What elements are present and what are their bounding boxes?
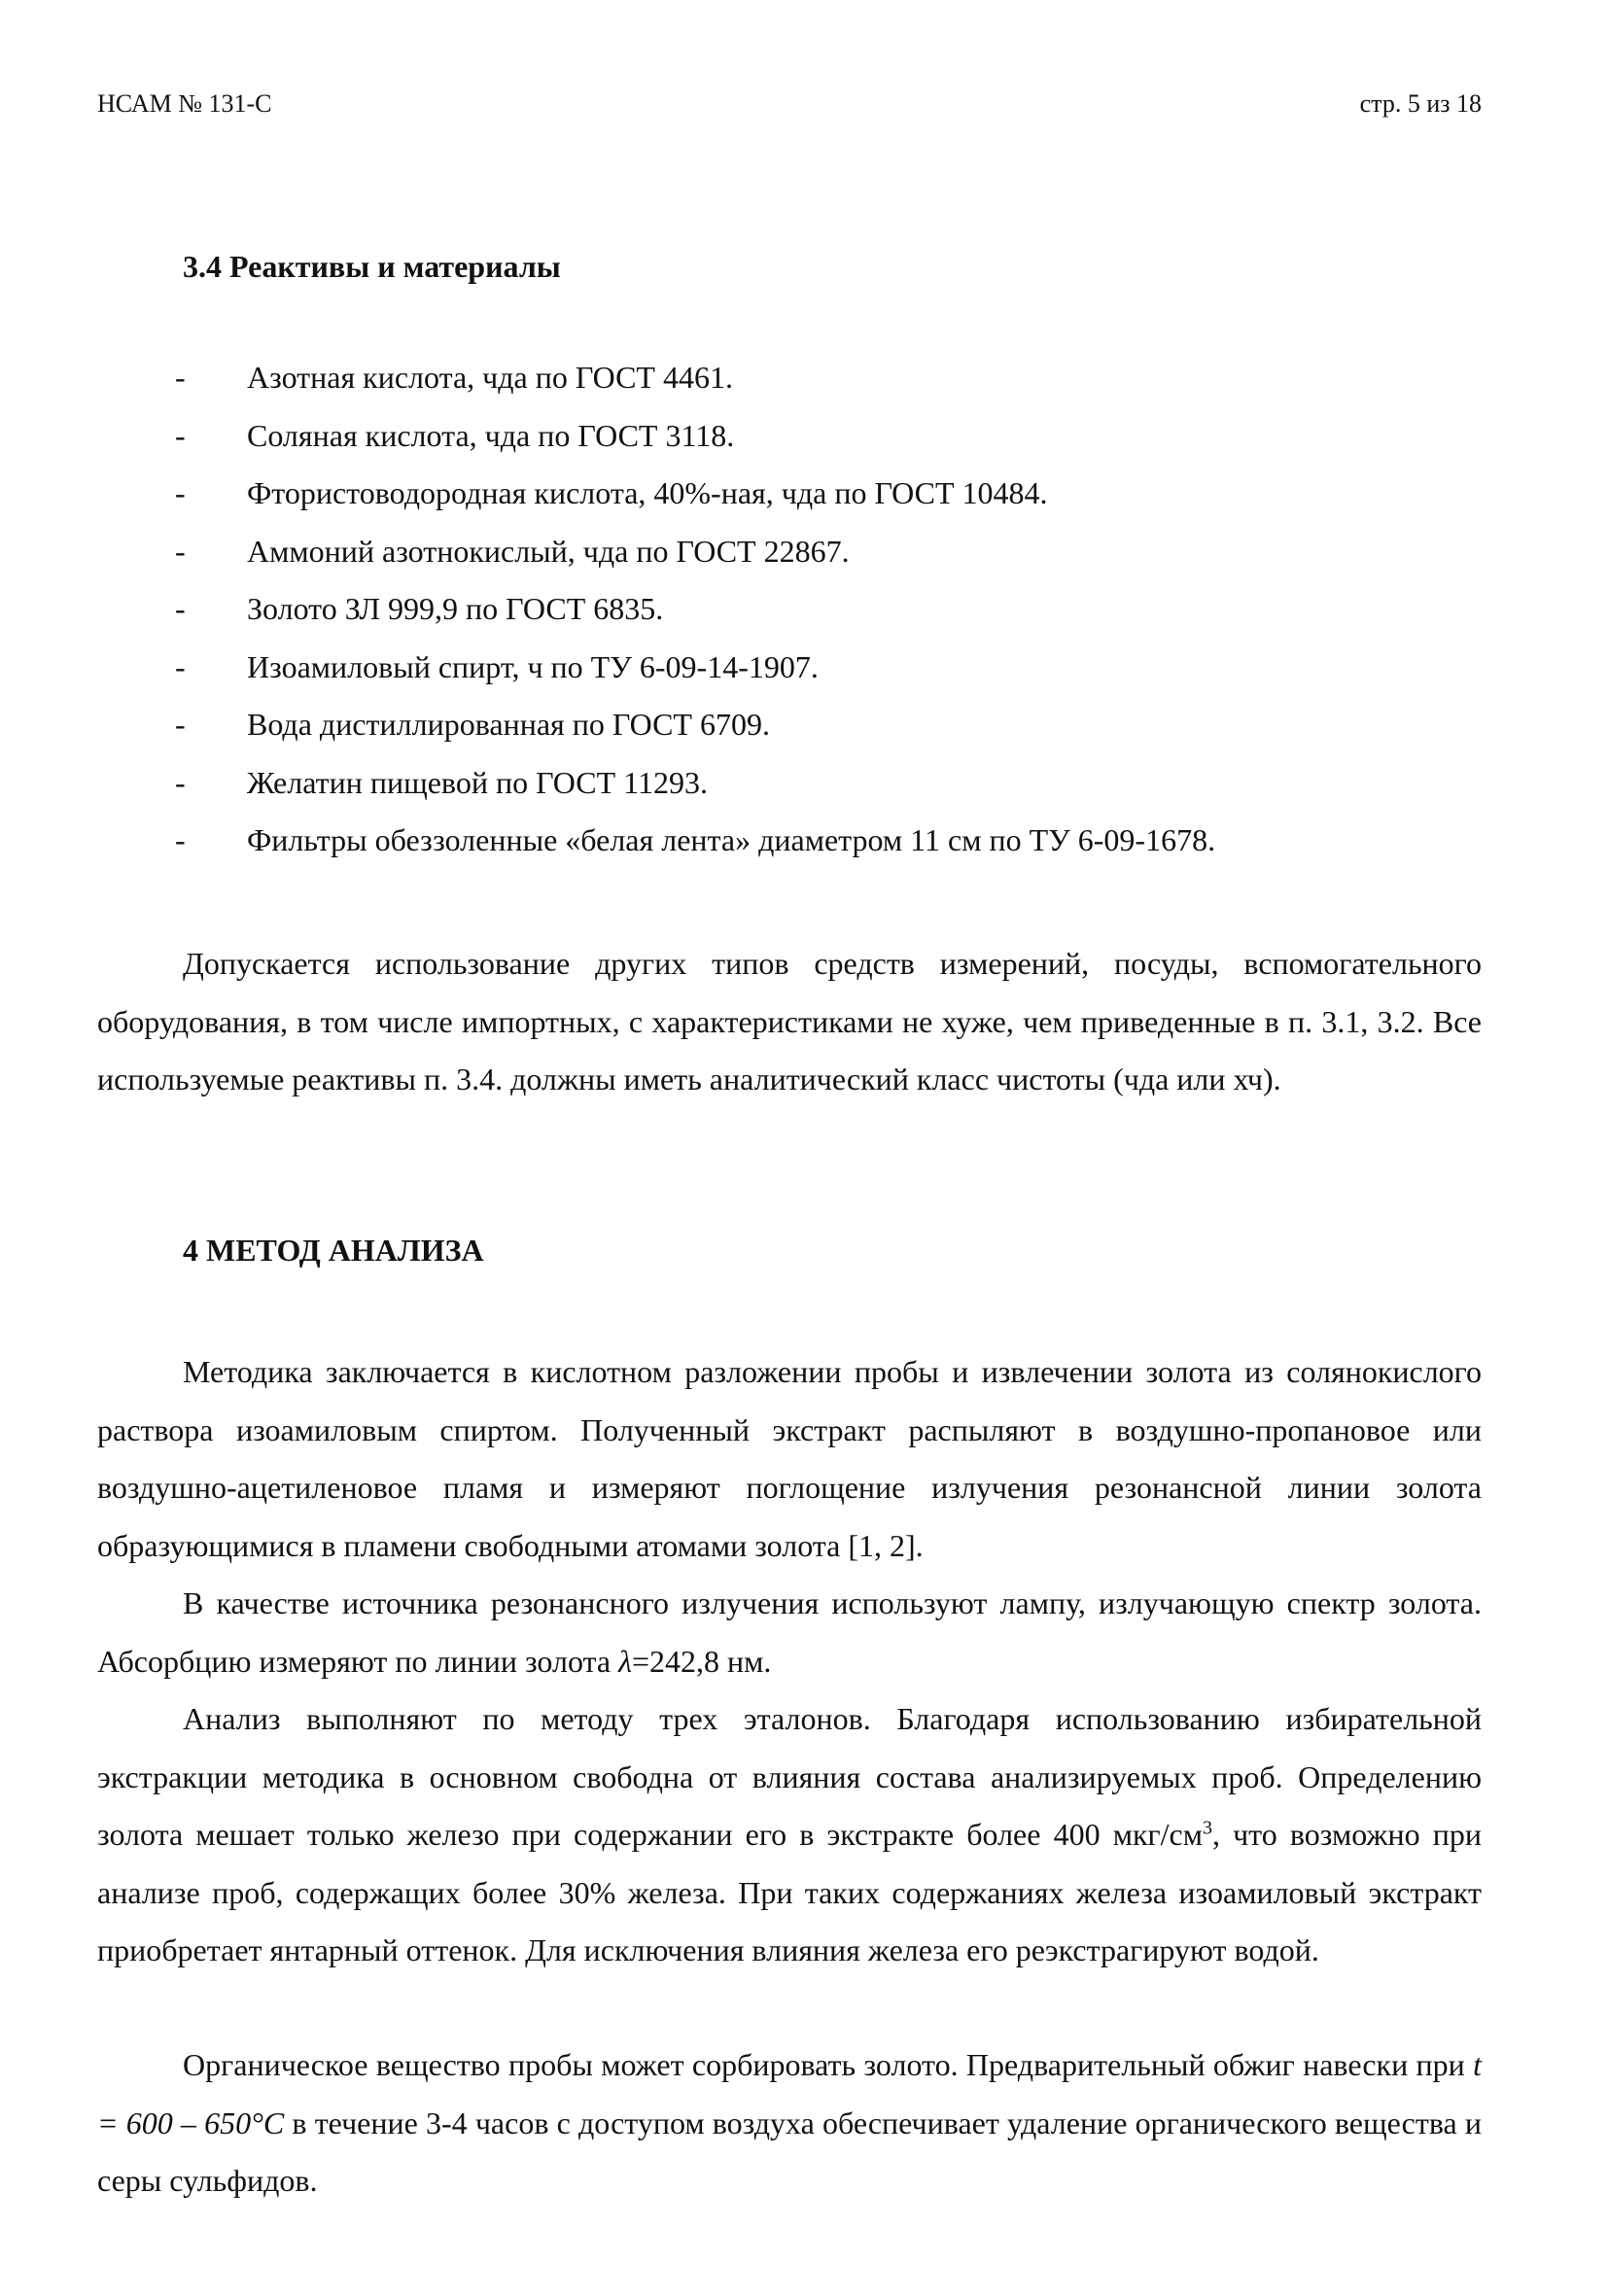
paragraph-text: В качестве источника резонансного излучения используют лампу, излучающую спектр золота. Абсорбцию измеряют по линии золота xyxy=(97,1585,1482,1679)
method-paragraph-1: Методика заключается в кислотном разложении пробы и извлечении золота из солянокислого раствора изоамиловым спиртом. Полученный экстракт распыляют в воздушно-пропановое или воздушно-ацетиленовое пламя и измеряют поглощение излучения резонансной линии золота образующимися в пламени свободными атомами золота [1, 2]. xyxy=(97,1354,1482,1563)
list-item-text: Азотная кислота, чда по ГОСТ 4461. xyxy=(247,360,733,395)
paragraph-text: =242,8 нм. xyxy=(631,1643,772,1679)
list-item-text: Аммоний азотнокислый, чда по ГОСТ 22867. xyxy=(247,533,850,569)
list-item xyxy=(175,763,1517,821)
list-item xyxy=(175,473,1517,532)
list-item-text: Вода дистиллированная по ГОСТ 6709. xyxy=(247,707,770,742)
list-item xyxy=(175,589,1517,647)
temperature-formula: t = 600 – 650°C xyxy=(97,2047,1482,2140)
document-id: НСАМ № 131-С xyxy=(97,89,272,118)
list-item xyxy=(175,647,1517,706)
list-bullet: - xyxy=(175,591,186,626)
list-item xyxy=(175,705,1517,763)
paragraph-text: Анализ выполняют по методу трех эталонов. Благодаря использованию избирательной экстракции методика в основном свободна от влияния состава анализируемых проб. Определению золота мешает только железо при содержании его в экстракте более 400 мкг/см xyxy=(97,1701,1482,1852)
paragraph-text: , что возможно при анализе проб, содержащих более 30% железа. При таких содержаниях железа изоамиловый экстракт приобретает янтарный оттенок. Для исключения влияния железа его реэкстрагируют водой. xyxy=(97,1817,1483,1967)
list-item xyxy=(175,416,1517,474)
paragraph-text: в течение 3-4 часов с доступом воздуха обеспечивает удаление органического вещества и серы сульфидов. xyxy=(97,2105,1483,2198)
list-bullet: - xyxy=(175,648,186,684)
list-item-text: Фтористоводородная кислота, 40%-ная, чда по ГОСТ 10484. xyxy=(247,475,1048,510)
list-bullet: - xyxy=(175,707,186,742)
superscript: 3 xyxy=(1202,1817,1212,1839)
list-item xyxy=(175,820,1517,879)
section-4-heading: 4 МЕТОД АНАЛИЗА xyxy=(183,1233,484,1268)
list-item-text: Золото ЗЛ 999,9 по ГОСТ 6835. xyxy=(247,591,664,626)
section-3-4-heading: 3.4 Реактивы и материалы xyxy=(183,249,561,284)
list-item-text: Соляная кислота, чда по ГОСТ 3118. xyxy=(247,417,735,453)
list-bullet: - xyxy=(175,533,186,569)
list-bullet: - xyxy=(175,360,186,395)
list-item-text: Фильтры обеззоленные «белая лента» диаметром 11 см по ТУ 6-09-1678. xyxy=(247,822,1216,857)
list-item xyxy=(175,532,1517,590)
page-number: стр. 5 из 18 xyxy=(1359,89,1482,118)
list-bullet: - xyxy=(175,822,186,857)
lambda-symbol: λ xyxy=(618,1643,632,1679)
list-bullet: - xyxy=(175,475,186,510)
method-paragraph-4 xyxy=(97,2036,1482,2210)
reagents-list xyxy=(175,358,1517,879)
list-bullet: - xyxy=(175,417,186,453)
method-paragraph-2 xyxy=(97,1575,1482,1690)
list-item-text: Желатин пищевой по ГОСТ 11293. xyxy=(247,764,708,800)
paragraph-text: Органическое вещество пробы может сорбировать золото. Предварительный обжиг навески при xyxy=(183,2047,1474,2082)
equipment-note-paragraph: Допускается использование других типов средств измерений, посуды, вспомогательного оборудования, в том числе импортных, с характеристиками не хуже, чем приведенные в п. 3.1, 3.2. Все используемые реактивы п. 3.4. должны иметь аналитический класс чистоты (чда или хч). xyxy=(97,946,1482,1096)
method-paragraph-3 xyxy=(97,1690,1482,1980)
list-bullet: - xyxy=(175,764,186,800)
list-item xyxy=(175,358,1517,416)
list-item-text: Изоамиловый спирт, ч по ТУ 6-09-14-1907. xyxy=(247,648,819,684)
